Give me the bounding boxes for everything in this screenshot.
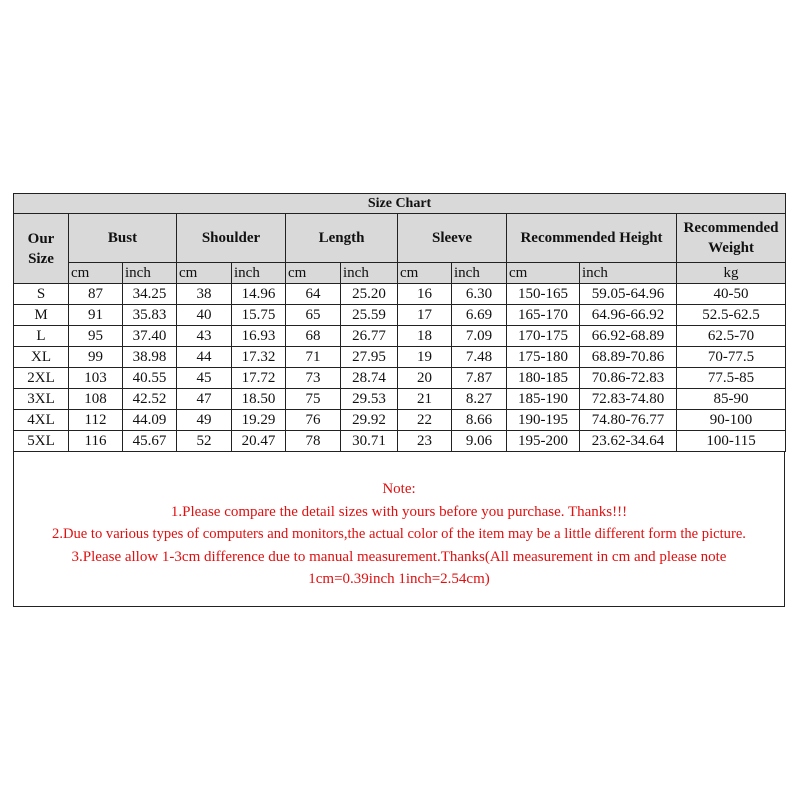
table-cell: 90-100 bbox=[677, 410, 786, 431]
table-cell: 45.67 bbox=[123, 431, 177, 452]
table-cell: 116 bbox=[69, 431, 123, 452]
table-cell: 95 bbox=[69, 326, 123, 347]
table-cell: 73 bbox=[286, 368, 341, 389]
unit-cm: cm bbox=[69, 263, 123, 284]
table-cell: S bbox=[14, 284, 69, 305]
table-cell: 66.92-68.89 bbox=[580, 326, 677, 347]
note-line: 1cm=0.39inch 1inch=2.54cm) bbox=[308, 571, 490, 587]
table-cell: 20 bbox=[398, 368, 452, 389]
table-cell: 19.29 bbox=[232, 410, 286, 431]
header-bust: Bust bbox=[69, 214, 177, 263]
table-cell: M bbox=[14, 305, 69, 326]
table-cell: 49 bbox=[177, 410, 232, 431]
table-cell: 68.89-70.86 bbox=[580, 347, 677, 368]
table-cell: 4XL bbox=[14, 410, 69, 431]
table-cell: 38.98 bbox=[123, 347, 177, 368]
table-cell: 17.72 bbox=[232, 368, 286, 389]
table-cell: 34.25 bbox=[123, 284, 177, 305]
unit-inch: inch bbox=[123, 263, 177, 284]
table-cell: 72.83-74.80 bbox=[580, 389, 677, 410]
table-cell: 87 bbox=[69, 284, 123, 305]
table-cell: 64.96-66.92 bbox=[580, 305, 677, 326]
table-cell: 25.20 bbox=[341, 284, 398, 305]
table-cell: 112 bbox=[69, 410, 123, 431]
note-line: 1.Please compare the detail sizes with yours before you purchase. Thanks!!! bbox=[170, 503, 628, 520]
table-cell: 165-170 bbox=[507, 305, 580, 326]
table-row bbox=[14, 431, 786, 452]
table-cell: 40 bbox=[177, 305, 232, 326]
table-cell: 5XL bbox=[14, 431, 69, 452]
header-shoulder: Shoulder bbox=[177, 214, 286, 263]
table-cell: 18 bbox=[398, 326, 452, 347]
table-cell: 29.53 bbox=[341, 389, 398, 410]
table-cell: 38 bbox=[177, 284, 232, 305]
table-cell: 17.32 bbox=[232, 347, 286, 368]
unit-cm: cm bbox=[177, 263, 232, 284]
table-cell: 16.93 bbox=[232, 326, 286, 347]
table-cell: 77.5-85 bbox=[677, 368, 786, 389]
table-cell: 15.75 bbox=[232, 305, 286, 326]
unit-kg: kg bbox=[677, 263, 786, 284]
table-cell: L bbox=[14, 326, 69, 347]
table-cell: 29.92 bbox=[341, 410, 398, 431]
note-heading: Note: bbox=[382, 481, 416, 497]
table-cell: 7.48 bbox=[452, 347, 507, 368]
size-chart bbox=[13, 193, 785, 607]
table-cell: 30.71 bbox=[341, 431, 398, 452]
table-cell: 68 bbox=[286, 326, 341, 347]
table-cell: 76 bbox=[286, 410, 341, 431]
table-cell: 75 bbox=[286, 389, 341, 410]
table-cell: 190-195 bbox=[507, 410, 580, 431]
table-cell: 23.62-34.64 bbox=[580, 431, 677, 452]
table-cell: 62.5-70 bbox=[677, 326, 786, 347]
table-cell: 175-180 bbox=[507, 347, 580, 368]
notes bbox=[13, 452, 785, 607]
header-sleeve: Sleeve bbox=[398, 214, 507, 263]
header-weight: Recommended Weight bbox=[677, 214, 786, 263]
table-cell: 14.96 bbox=[232, 284, 286, 305]
header-length: Length bbox=[286, 214, 398, 263]
table-cell: 45 bbox=[177, 368, 232, 389]
table-cell: 2XL bbox=[14, 368, 69, 389]
size-table bbox=[13, 193, 786, 452]
table-row bbox=[14, 389, 786, 410]
table-cell: 35.83 bbox=[123, 305, 177, 326]
unit-cm: cm bbox=[398, 263, 452, 284]
table-cell: 17 bbox=[398, 305, 452, 326]
table-cell: 65 bbox=[286, 305, 341, 326]
table-cell: 28.74 bbox=[341, 368, 398, 389]
unit-inch: inch bbox=[341, 263, 398, 284]
note-line: 2.Due to various types of computers and monitors,the actual color of the item may be a little different form the picture. bbox=[52, 526, 746, 542]
table-cell: 44 bbox=[177, 347, 232, 368]
table-row bbox=[14, 368, 786, 389]
table-cell: 26.77 bbox=[341, 326, 398, 347]
table-cell: 74.80-76.77 bbox=[580, 410, 677, 431]
table-cell: 23 bbox=[398, 431, 452, 452]
table-row bbox=[14, 284, 786, 305]
table-cell: 42.52 bbox=[123, 389, 177, 410]
table-cell: 170-175 bbox=[507, 326, 580, 347]
table-cell: XL bbox=[14, 347, 69, 368]
table-cell: 7.87 bbox=[452, 368, 507, 389]
note-line: 3.Please allow 1-3cm difference due to manual measurement.Thanks(All measurement in cm and please note bbox=[71, 548, 727, 565]
table-cell: 78 bbox=[286, 431, 341, 452]
table-cell: 91 bbox=[69, 305, 123, 326]
table-cell: 70.86-72.83 bbox=[580, 368, 677, 389]
table-cell: 40-50 bbox=[677, 284, 786, 305]
table-cell: 71 bbox=[286, 347, 341, 368]
unit-inch: inch bbox=[580, 263, 677, 284]
table-cell: 18.50 bbox=[232, 389, 286, 410]
table-cell: 99 bbox=[69, 347, 123, 368]
table-cell: 37.40 bbox=[123, 326, 177, 347]
table-cell: 20.47 bbox=[232, 431, 286, 452]
table-cell: 47 bbox=[177, 389, 232, 410]
table-cell: 7.09 bbox=[452, 326, 507, 347]
table-cell: 185-190 bbox=[507, 389, 580, 410]
table-cell: 108 bbox=[69, 389, 123, 410]
table-row bbox=[14, 347, 786, 368]
table-cell: 52.5-62.5 bbox=[677, 305, 786, 326]
table-cell: 103 bbox=[69, 368, 123, 389]
table-title: Size Chart bbox=[14, 194, 786, 214]
unit-cm: cm bbox=[286, 263, 341, 284]
table-cell: 3XL bbox=[14, 389, 69, 410]
unit-inch: inch bbox=[452, 263, 507, 284]
table-cell: 6.69 bbox=[452, 305, 507, 326]
table-row bbox=[14, 326, 786, 347]
table-cell: 6.30 bbox=[452, 284, 507, 305]
table-cell: 70-77.5 bbox=[677, 347, 786, 368]
table-cell: 19 bbox=[398, 347, 452, 368]
unit-cm: cm bbox=[507, 263, 580, 284]
table-cell: 40.55 bbox=[123, 368, 177, 389]
table-cell: 44.09 bbox=[123, 410, 177, 431]
table-cell: 27.95 bbox=[341, 347, 398, 368]
table-row bbox=[14, 305, 786, 326]
table-cell: 25.59 bbox=[341, 305, 398, 326]
table-cell: 85-90 bbox=[677, 389, 786, 410]
table-cell: 21 bbox=[398, 389, 452, 410]
table-cell: 8.27 bbox=[452, 389, 507, 410]
table-cell: 195-200 bbox=[507, 431, 580, 452]
table-cell: 52 bbox=[177, 431, 232, 452]
table-cell: 8.66 bbox=[452, 410, 507, 431]
table-cell: 9.06 bbox=[452, 431, 507, 452]
header-size: Our Size bbox=[14, 214, 69, 284]
table-cell: 16 bbox=[398, 284, 452, 305]
table-row bbox=[14, 410, 786, 431]
table-cell: 150-165 bbox=[507, 284, 580, 305]
table-cell: 64 bbox=[286, 284, 341, 305]
header-height: Recommended Height bbox=[507, 214, 677, 263]
table-cell: 43 bbox=[177, 326, 232, 347]
table-cell: 180-185 bbox=[507, 368, 580, 389]
unit-inch: inch bbox=[232, 263, 286, 284]
table-cell: 100-115 bbox=[677, 431, 786, 452]
table-cell: 59.05-64.96 bbox=[580, 284, 677, 305]
table-cell: 22 bbox=[398, 410, 452, 431]
